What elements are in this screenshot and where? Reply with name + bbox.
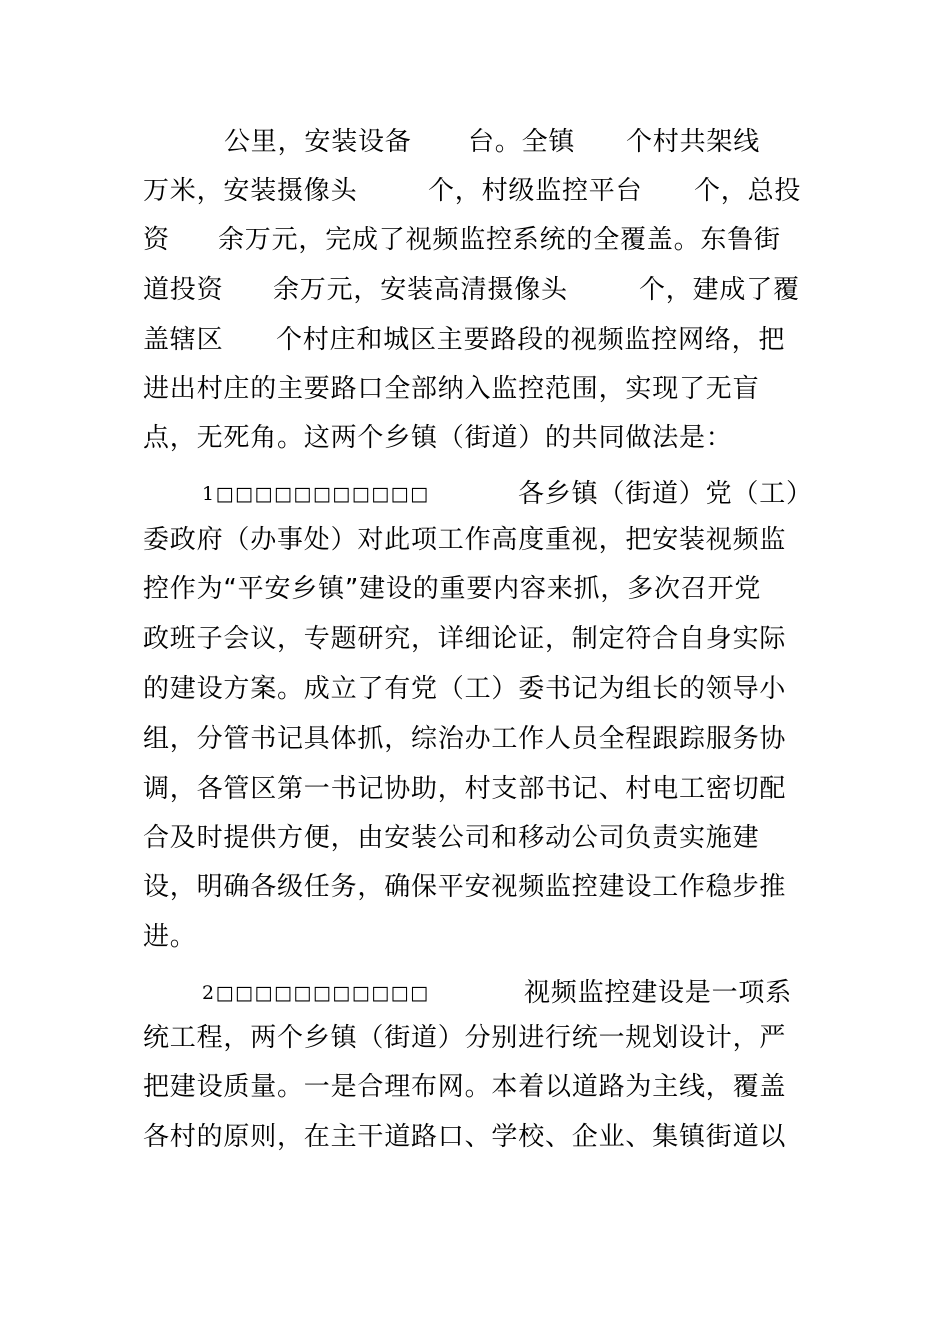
text-line [0,862,950,912]
text-line [0,315,950,365]
text-segment: 进。 [143,922,197,952]
text-segment: 个村庄和城区主要路段的视频监控网络，把 [276,325,786,355]
text-line [0,813,950,863]
text-line [0,968,950,1018]
text-segment: 个，建成了覆 [639,275,800,305]
text-line [0,265,950,315]
text-segment: 余万元，完成了视频监控系统的全覆盖。东鲁街 [218,225,781,255]
text-line [0,714,950,764]
text-segment: 个村共架线 [626,127,761,157]
text-segment: 把建设质量。一是合理布网。本着以道路为主线，覆盖 [143,1072,787,1102]
text-line [0,515,950,565]
text-line [0,1112,950,1162]
text-segment: 委政府（办事处）对此项工作高度重视，把安装视频监 [143,525,787,555]
text-line [0,117,950,167]
text-line [0,1062,950,1112]
text-line [0,614,950,664]
text-segment: 各村的原则，在主干道路口、学校、企业、集镇街道以 [143,1122,787,1152]
text-segment: 政班子会议，专题研究，详细论证，制定符合自身实际 [143,624,787,654]
text-segment: 道投资 [143,275,224,305]
text-segment: 统工程，两个乡镇（街道）分别进行统一规划设计，严 [143,1023,787,1053]
text-line [0,413,950,463]
section-heading-2: 2□□□□□□□□□□□ [202,982,430,1004]
text-segment: 盖辖区 [143,325,224,355]
text-line [0,364,950,414]
text-line [0,664,950,714]
text-segment: 资 [143,225,170,255]
text-segment: 进出村庄的主要路口全部纳入监控范围，实现了无盲 [143,374,760,404]
text-segment: 组，分管书记具体抓，综治办工作人员全程跟踪服务协 [143,724,787,754]
text-segment: 设，明确各级任务，确保平安视频监控建设工作稳步推 [143,872,787,902]
text-line [0,166,950,216]
text-segment: 控作为“平安乡镇”建设的重要内容来抓，多次召开党 [143,574,762,604]
text-segment: 个，村级监控平台 [428,176,643,206]
text-segment: 视频监控建设是一项系 [524,978,793,1008]
text-segment: 台。全镇 [468,127,576,157]
text-line [0,912,950,962]
text-segment: 的建设方案。成立了有党（工）委书记为组长的领导小 [143,674,787,704]
text-segment: 余万元，安装高清摄像头 [273,275,568,305]
text-segment: 公里，安装设备 [224,127,412,157]
text-line [0,1013,950,1063]
text-line [0,215,950,265]
text-segment: 各乡镇（街道）党（工） [518,479,813,509]
text-segment: 调，各管区第一书记协助，村支部书记、村电工密切配 [143,774,787,804]
text-line [0,764,950,814]
text-segment: 万米，安装摄像头 [143,176,358,206]
text-segment: 合及时提供方便，由安装公司和移动公司负责实施建 [143,823,760,853]
text-segment: 点，无死角。这两个乡镇（街道）的共同做法是： [143,423,733,453]
section-heading-1: 1□□□□□□□□□□□ [202,483,430,505]
text-segment: 个，总投 [694,176,802,206]
text-line [0,469,950,519]
text-line [0,564,950,614]
